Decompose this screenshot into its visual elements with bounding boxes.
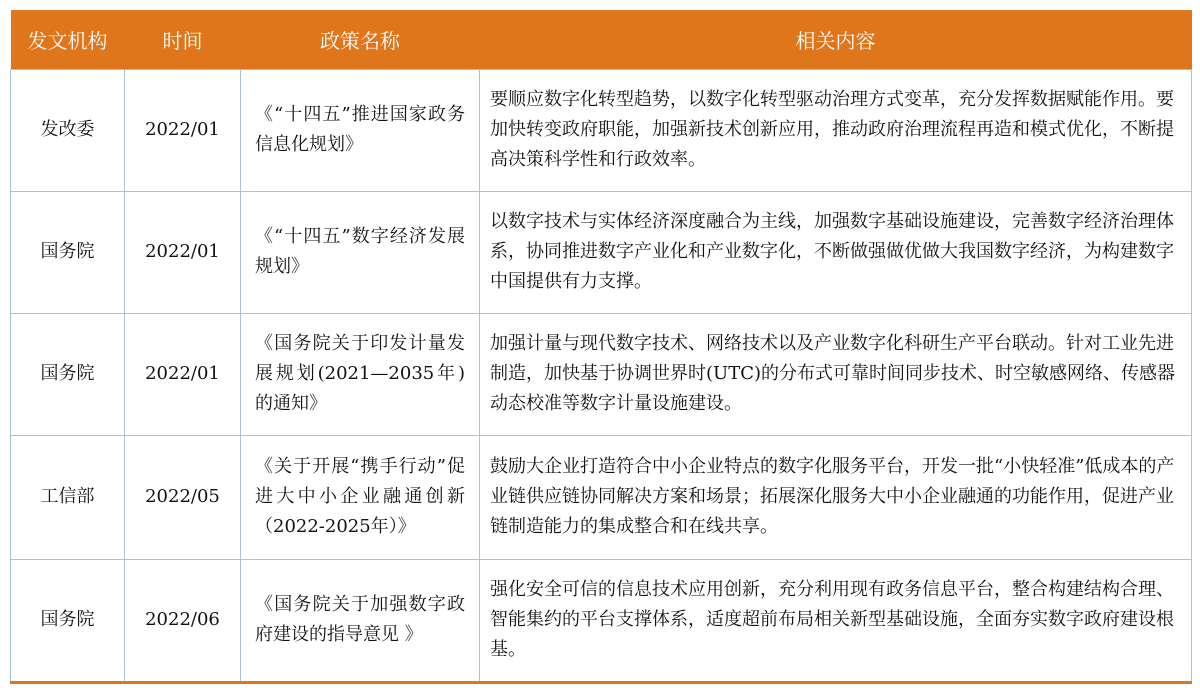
cell-agency: 国务院: [11, 559, 125, 682]
cell-policy: 《关于开展“携手行动”促进大中小企业融通创新（2022-2025年）》: [241, 435, 480, 559]
header-agency: 发文机构: [11, 10, 125, 70]
cell-time: 2022/01: [125, 313, 241, 435]
table-row: [11, 313, 1192, 435]
cell-time: 2022/06: [125, 559, 241, 682]
header-content: 相关内容: [480, 10, 1192, 70]
cell-content: 以数字技术与实体经济深度融合为主线，加强数字基础设施建设，完善数字经济治理体系，协同推进数字产业化和产业数字化，不断做强做优做大我国数字经济，为构建数字中国提供有力支撑。: [480, 191, 1192, 313]
cell-time: 2022/01: [125, 191, 241, 313]
header-policy: 政策名称: [241, 10, 480, 70]
policy-table: [10, 10, 1192, 684]
cell-agency: 国务院: [11, 313, 125, 435]
cell-agency: 工信部: [11, 435, 125, 559]
table-body: [11, 70, 1192, 683]
table-header: [11, 10, 1192, 70]
cell-policy: 《“十四五”推进国家政务信息化规划》: [241, 70, 480, 192]
cell-policy: 《国务院关于加强数字政府建设的指导意见 》: [241, 559, 480, 682]
cell-policy: 《“十四五”数字经济发展规划》: [241, 191, 480, 313]
table-row: [11, 191, 1192, 313]
cell-content: 鼓励大企业打造符合中小企业特点的数字化服务平台，开发一批“小快轻准”低成本的产业链供应链协同解决方案和场景；拓展深化服务大中小企业融通的功能作用，促进产业链制造能力的集成整合和在线共享。: [480, 435, 1192, 559]
cell-content: 要顺应数字化转型趋势，以数字化转型驱动治理方式变革，充分发挥数据赋能作用。要加快转变政府职能，加强新技术创新应用，推动政府治理流程再造和模式优化，不断提高决策科学性和行政效率。: [480, 70, 1192, 192]
cell-agency: 国务院: [11, 191, 125, 313]
table-row: [11, 559, 1192, 682]
cell-content: 强化安全可信的信息技术应用创新，充分利用现有政务信息平台，整合构建结构合理、智能集约的平台支撑体系，适度超前布局相关新型基础设施，全面夯实数字政府建设根基。: [480, 559, 1192, 682]
table-row: [11, 435, 1192, 559]
cell-agency: 发改委: [11, 70, 125, 192]
cell-content: 加强计量与现代数字技术、网络技术以及产业数字化科研生产平台联动。针对工业先进制造，加快基于协调世界时(UTC)的分布式可靠时间同步技术、时空敏感网络、传感器动态校准等数字计量设施建设。: [480, 313, 1192, 435]
table-row: [11, 70, 1192, 192]
header-time: 时间: [125, 10, 241, 70]
cell-time: 2022/01: [125, 70, 241, 192]
cell-policy: 《国务院关于印发计量发展规划(2021—2035年)的通知》: [241, 313, 480, 435]
header-row: [11, 10, 1192, 70]
cell-time: 2022/05: [125, 435, 241, 559]
